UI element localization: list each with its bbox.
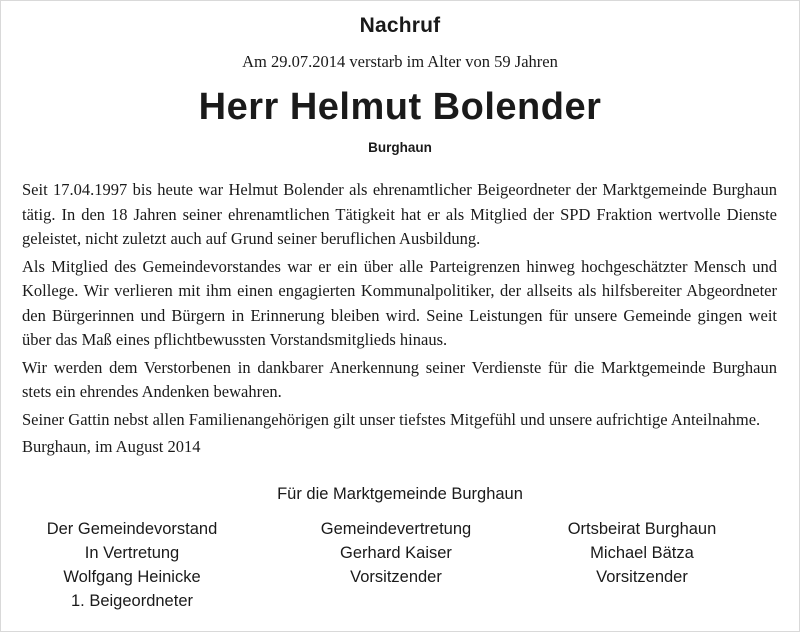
signature-block-ortsbeirat — [512, 517, 772, 589]
signature-line: Der Gemeindevorstand — [46, 520, 218, 538]
body-paragraph: Seit 17.04.1997 bis heute war Helmut Bolender als ehrenamtlicher Beigeordneter der Marktgemeinde Burghaun tätig. In den 18 Jahren seiner ehrenamtlichen Tätigkeit hat er als Mitglied der SPD Fraktion wertvolle Dienste geleistet, nicht zuletzt auch auf Grund seiner beruflichen Ausbildung. — [22, 180, 777, 248]
signature-line: Ortsbeirat Burghaun — [567, 520, 717, 538]
deceased-place: Burghaun — [368, 140, 432, 155]
death-line: Am 29.07.2014 verstarb im Alter von 59 Jahren — [242, 52, 558, 71]
deceased-name: Herr Helmut Bolender — [198, 86, 602, 128]
signature-line: 1. Beigeordneter — [70, 592, 193, 610]
for-line: Für die Marktgemeinde Burghaun — [277, 485, 523, 503]
signature-line: Michael Bätza — [590, 544, 694, 562]
body-paragraph: Wir werden dem Verstorbenen in dankbarer Anerkennung seiner Verdienste für die Marktgemeinde Burghaun stets ein ehrendes Andenken bewahren. — [22, 357, 777, 401]
body-paragraph: Seiner Gattin nebst allen Familienangehörigen gilt unser tiefstes Mitgefühl und unsere aufrichtige Anteilnahme. — [22, 409, 761, 429]
dateline: Burghaun, im August 2014 — [22, 437, 201, 456]
signature-line: Vorsitzender — [350, 568, 442, 586]
body-paragraph: Als Mitglied des Gemeindevorstandes war er ein über alle Parteigrenzen hinweg hochgeschätzter Mensch und Kollege. Wir verlieren mit ihm einen engagierten Kommunalpolitiker, der allseits als hilfsbereiter Abgeordneter den Bürgerinnen und Bürgern in Erinnerung bleiben wird. Seine Leistungen für unsere Gemeinde gingen weit über das Maß eines pflichtbewussten Vorstandsmitglieds hinaus. — [22, 256, 777, 349]
signature-block-gemeindevertretung — [266, 517, 526, 589]
signature-line: Vorsitzender — [596, 568, 688, 586]
notice-heading: Nachruf — [359, 14, 441, 37]
signature-line: Gerhard Kaiser — [340, 544, 452, 562]
signature-line: Gemeindevertretung — [320, 520, 472, 538]
signature-line: In Vertretung — [84, 544, 180, 562]
notice-body — [22, 178, 777, 463]
signature-line: Wolfgang Heinicke — [63, 568, 201, 586]
signature-block-gemeindevorstand — [2, 517, 262, 613]
